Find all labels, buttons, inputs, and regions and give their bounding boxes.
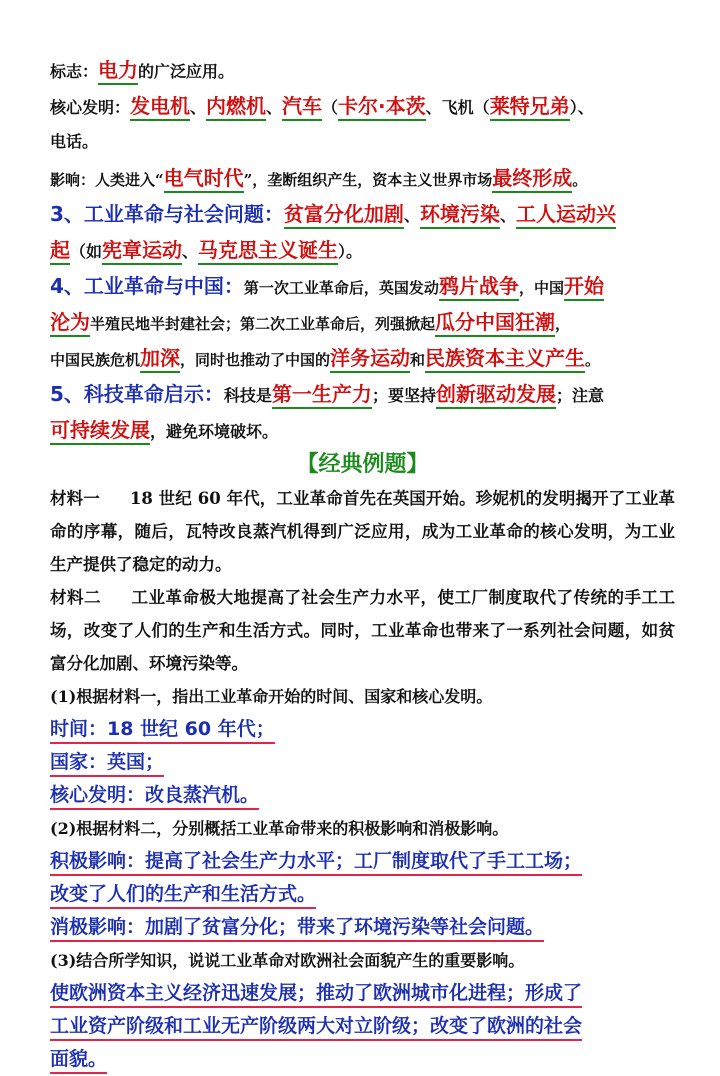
separator: 、 — [499, 206, 516, 225]
impact-end: 。 — [572, 171, 588, 189]
separator: 、 — [266, 98, 283, 117]
point-3-heading: 3、工业革命与社会问题： — [50, 202, 284, 226]
summary-point-5-line-2 — [50, 412, 675, 448]
car-person: 卡尔·本茨 — [338, 94, 426, 121]
answer-1-line-2 — [50, 746, 675, 779]
material-1-text: 18 世纪 60 年代，工业革命首先在英国开始。珍妮机的发明揭开了工业革命的序幕，随后，瓦特改良蒸汽机得到广泛应用，成为工业革命的核心发明，为工业生产提供了稳定的动力。 — [50, 489, 676, 574]
sign-rest: 的广泛应用。 — [138, 62, 235, 81]
answer-text: 积极影响：提高了社会生产力水平；工厂制度取代了手工工场； — [50, 850, 582, 876]
point-3-a: 贫富分化加剧 — [284, 202, 404, 229]
summary-inventions-line — [50, 88, 675, 124]
material-2-text: 工业革命极大地提高了社会生产力水平，使工厂制度取代了传统的手工工场，改变了人们的生产和生活方式。同时，工业革命也带来了一系列社会问题，如贫富分化加剧、环境污染等。 — [50, 588, 675, 673]
summary-point-4-line-2 — [50, 304, 675, 340]
summary-point-3-line-2 — [50, 232, 675, 268]
point-3-end: ）。 — [338, 242, 363, 261]
point-4-partition: 瓜分中国狂潮 — [435, 310, 555, 337]
point-4-t2: ，中国 — [518, 279, 564, 297]
page-content — [50, 52, 675, 1076]
question-3: (3)结合所学知识，说说工业革命对欧洲社会面貌产生的重要影响。 — [50, 951, 525, 970]
point-5-sustain: 可持续发展 — [50, 418, 150, 445]
answer-text: 时间：18 世纪 60 年代； — [50, 718, 275, 744]
point-4-end: 。 — [585, 351, 601, 369]
material-1 — [50, 482, 675, 581]
impact-final: 最终形成 — [492, 166, 572, 193]
inventions-end: ）、 — [569, 98, 594, 117]
point-4-t3: 半殖民地半封建社会；第二次工业革命后，列强掀起 — [90, 315, 436, 333]
point-5-t2: ；要坚持 — [371, 386, 436, 405]
separator: 、 — [403, 206, 420, 225]
inventions-mid: 、飞机（ — [425, 98, 490, 117]
answer-2-line-3 — [50, 911, 675, 944]
point-3-e: 马克思主义诞生 — [198, 238, 338, 265]
sign-label: 标志： — [50, 62, 99, 81]
answer-text: 改变了人们的生产和生活方式。 — [50, 883, 316, 909]
point-5-first: 第一生产力 — [272, 382, 372, 409]
answer-2-line-1 — [50, 845, 675, 878]
point-4-heading: 4、工业革命与中国： — [50, 274, 244, 298]
point-4-start2: 沦为 — [50, 310, 90, 337]
point-5-t1: 科技是 — [223, 386, 272, 405]
summary-sign-line — [50, 52, 675, 88]
point-4-t4: ， — [555, 315, 571, 333]
question-1: (1)根据材料一，指出工业革命开始的时间、国家和核心发明。 — [50, 687, 493, 706]
material-2-label: 材料二 — [50, 588, 101, 607]
answer-3-line-3 — [50, 1043, 675, 1076]
answer-1-line-3 — [50, 779, 675, 812]
section-title: 【经典例题】 — [296, 452, 429, 477]
answer-text: 核心发明：改良蒸汽机。 — [50, 784, 259, 810]
point-4-war: 鸦片战争 — [439, 274, 519, 301]
answer-3-line-1 — [50, 977, 675, 1010]
separator: 、 — [190, 98, 207, 117]
point-5-t4: ，避免环境破坏。 — [150, 422, 279, 441]
summary-point-5-line-1 — [50, 376, 675, 412]
material-2 — [50, 581, 675, 680]
point-5-heading: 5、科技革命启示： — [50, 382, 224, 406]
plane-person: 莱特兄弟 — [490, 94, 570, 121]
point-4-t5: 中国民族危机 — [50, 351, 141, 369]
answer-1-line-1 — [50, 713, 675, 746]
material-1-label: 材料一 — [50, 489, 100, 508]
point-5-innovation: 创新驱动发展 — [436, 382, 556, 409]
point-5-t3: ；注意 — [555, 386, 604, 405]
point-4-t1: 第一次工业革命后，英国发动 — [243, 279, 439, 297]
point-4-deepen: 加深 — [140, 346, 180, 373]
answer-text: 使欧洲资本主义经济迅速发展；推动了欧洲城市化进程；形成了 — [50, 982, 582, 1008]
answer-text: 工业资产阶级和工业无产阶级两大对立阶级；改变了欧洲的社会 — [50, 1015, 582, 1041]
summary-point-4-line-1 — [50, 268, 675, 304]
point-4-westernization: 洋务运动 — [330, 346, 410, 373]
summary-point-4-line-3 — [50, 340, 675, 376]
summary-impact-line — [50, 160, 675, 196]
point-4-capitalism: 民族资本主义产生 — [425, 346, 585, 373]
separator: 、 — [182, 242, 199, 261]
answer-text: 消极影响：加剧了贫富分化；带来了环境污染等社会问题。 — [50, 916, 544, 942]
answer-2-line-2 — [50, 878, 675, 911]
answer-text: 面貌。 — [50, 1048, 107, 1074]
answer-text: 国家：英国； — [50, 751, 164, 777]
question-2: (2)根据材料二，分别概括工业革命带来的积极影响和消极影响。 — [50, 819, 509, 838]
paren-open: （ — [322, 98, 339, 117]
impact-era: 电气时代 — [164, 166, 244, 193]
inventions-label: 核心发明： — [50, 98, 131, 117]
summary-point-3-line-1 — [50, 196, 675, 232]
invention-2: 内燃机 — [206, 94, 266, 121]
impact-label: 影响：人类进入“ — [50, 171, 164, 189]
answer-3-line-2 — [50, 1010, 675, 1043]
invention-1: 发电机 — [130, 94, 190, 121]
point-3-d: 宪章运动 — [102, 238, 182, 265]
sign-term: 电力 — [98, 58, 138, 85]
impact-mid: ”，垄断组织产生，资本主义世界市场 — [243, 171, 493, 189]
invention-3: 汽车 — [282, 94, 322, 121]
point-4-and: 和 — [410, 351, 426, 369]
inventions-line2: 电话。 — [50, 132, 99, 151]
point-4-start1: 开始 — [564, 274, 604, 301]
point-3-b: 环境污染 — [420, 202, 500, 229]
point-3-paren: （如 — [70, 242, 103, 261]
point-3-c1: 工人运动兴 — [516, 202, 616, 229]
summary-inventions-line-2 — [50, 124, 675, 160]
point-4-t6: ，同时也推动了中国的 — [180, 351, 331, 369]
point-3-c2: 起 — [50, 238, 70, 265]
